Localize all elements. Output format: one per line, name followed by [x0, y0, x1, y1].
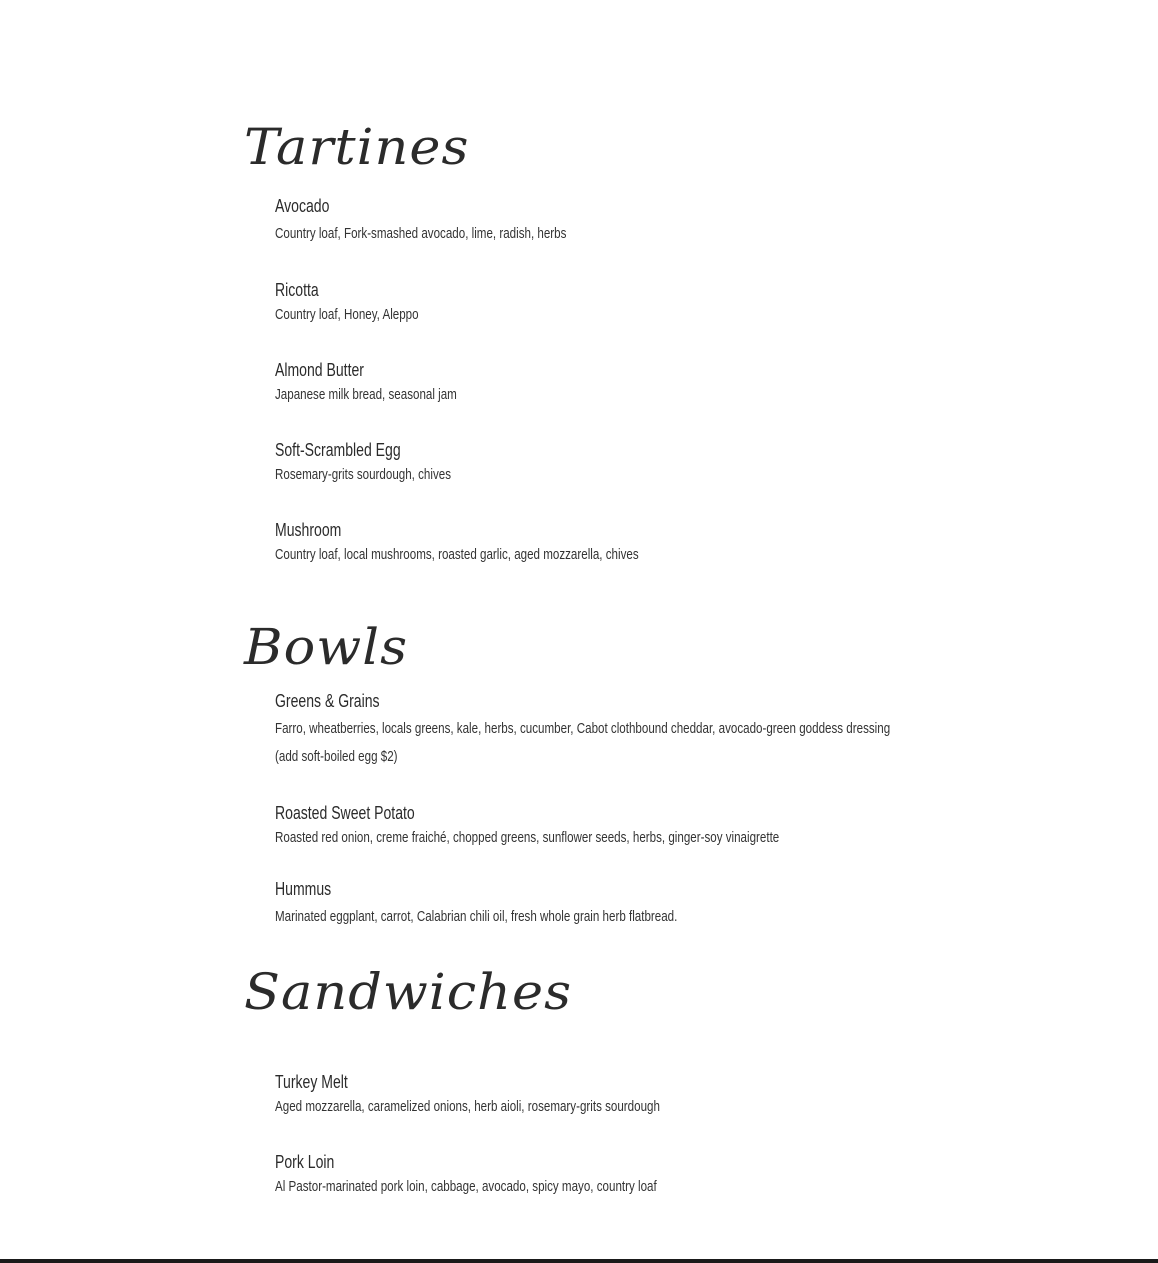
item-name: Avocado: [275, 196, 330, 216]
item-name: Almond Butter: [275, 360, 364, 380]
item-name: Roasted Sweet Potato: [275, 803, 415, 823]
section-title-bowls: Bowls: [244, 618, 409, 676]
menu-item: [275, 195, 1075, 248]
bottom-divider: [0, 1259, 1158, 1263]
item-description: Marinated eggplant, carrot, Calabrian chili oil, fresh whole grain herb flatbread.: [275, 909, 678, 925]
menu-item: [275, 802, 1075, 852]
menu-item: [275, 359, 1075, 409]
item-description-addon: (add soft-boiled egg $2): [275, 749, 398, 765]
item-name: Ricotta: [275, 280, 319, 300]
menu-item: [275, 878, 1075, 931]
item-description: Farro, wheatberries, locals greens, kale, herbs, cucumber, Cabot clothbound cheddar, avocado-green goddess dressing: [275, 721, 891, 737]
menu-item: [275, 1151, 1075, 1201]
menu-item: [275, 519, 1075, 569]
menu-item: [275, 439, 1075, 489]
menu-item: [275, 1071, 1075, 1121]
item-name: Soft-Scrambled Egg: [275, 440, 401, 460]
item-name: Turkey Melt: [275, 1072, 348, 1092]
item-description: Country loaf, Honey, Aleppo: [275, 307, 419, 323]
item-name: Mushroom: [275, 520, 342, 540]
item-description: Japanese milk bread, seasonal jam: [275, 387, 457, 403]
item-description: Country loaf, Fork-smashed avocado, lime, radish, herbs: [275, 226, 567, 242]
item-description: Rosemary-grits sourdough, chives: [275, 467, 452, 483]
section-title-sandwiches: Sandwiches: [244, 963, 573, 1021]
item-description: Al Pastor-marinated pork loin, cabbage, avocado, spicy mayo, country loaf: [275, 1179, 657, 1195]
item-description: Aged mozzarella, caramelized onions, herb aioli, rosemary-grits sourdough: [275, 1099, 660, 1115]
item-name: Pork Loin: [275, 1152, 335, 1172]
item-name: Greens & Grains: [275, 691, 380, 711]
section-title-tartines: Tartines: [244, 118, 470, 176]
item-name: Hummus: [275, 879, 332, 899]
menu-item: [275, 690, 1075, 771]
item-description: Roasted red onion, creme fraiché, chopped greens, sunflower seeds, herbs, ginger-soy vinaigrette: [275, 830, 780, 846]
menu-item: [275, 279, 1075, 329]
item-description: Country loaf, local mushrooms, roasted garlic, aged mozzarella, chives: [275, 547, 639, 563]
